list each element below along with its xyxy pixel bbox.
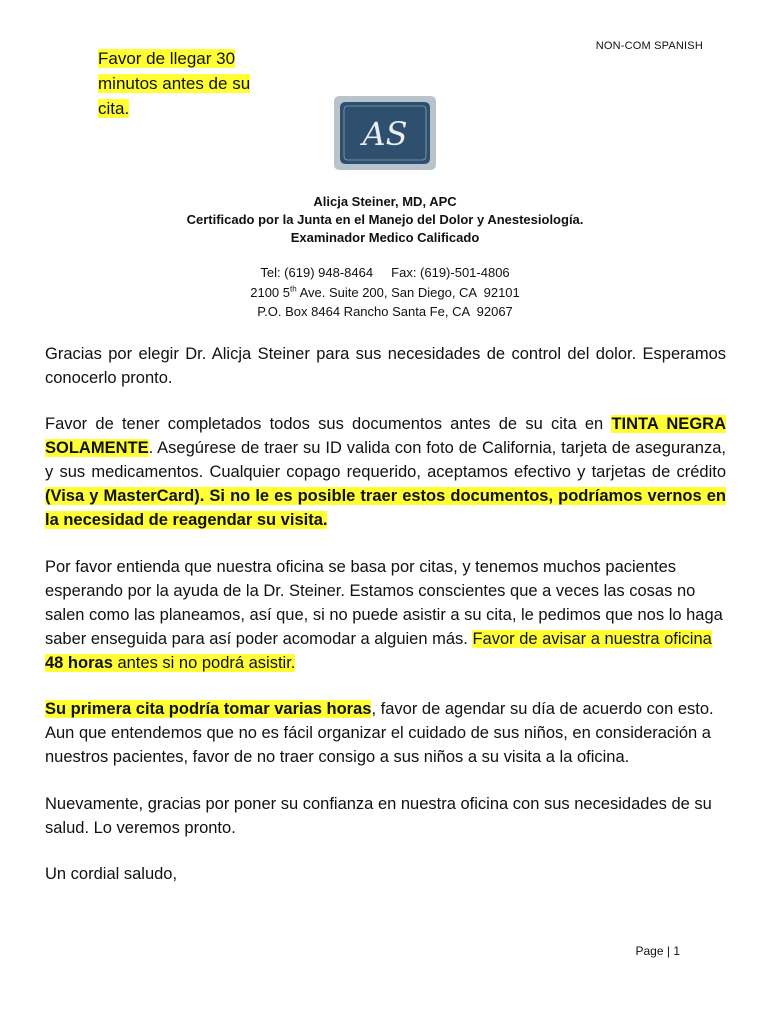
paragraph-closing: Nuevamente, gracias por poner su confianza en nuestra oficina con sus necesidades de su salud. Lo veremos pronto. [45, 795, 712, 837]
monogram-logo [332, 94, 438, 172]
paragraph-thanks: Gracias por elegir Dr. Alicja Steiner para sus necesidades de control del dolor. Esperamos conocerlo pronto. [45, 345, 726, 387]
p3-48-hours: 48 horas [45, 654, 113, 672]
arrival-note-text: Favor de llegar 30 minutos antes de su cita. [98, 49, 251, 118]
p2-text-a: Favor de tener completados todos sus documentos antes de su cita en [45, 415, 612, 433]
arrival-note [98, 46, 278, 121]
page-separator: | [666, 944, 670, 958]
p2-black-ink: TINTA NEGRA SOLAMENTE [45, 415, 726, 457]
paragraph-appointments [45, 555, 726, 675]
doctor-certification: Certificado por la Junta en el Manejo del Dolor y Anestesiología. [186, 212, 584, 227]
doctor-name: Alicja Steiner, MD, APC [313, 194, 457, 209]
paragraph-first-visit [45, 697, 726, 769]
page-number: 1 [673, 944, 680, 958]
page-footer [635, 944, 680, 958]
contact-address [0, 285, 770, 300]
p2-cards-warning: (Visa y MasterCard). Si no le es posible traer estos documentos, podríamos vernos en la necesidad de reagendar su visita. [45, 487, 726, 529]
p3-text-a: Por favor entienda que nuestra oficina se basa por citas, y tenemos muchos pacientes esperando por la ayuda de la Dr. Steiner. Estamos conscientes que a veces las cosas no salen como las planeamos, así que, si no puede asistir a su cita, le pedimos que nos lo haga saber enseguida para así poder acomodar a alguien más. [45, 558, 723, 648]
p4-text-b: , favor de agendar su día de acuerdo con esto. Aun que entendemos que no es fácil organizar el cuidado de sus niños, en consideración a nuestros pacientes, favor de no traer consigo a sus niños a su visita a la oficina. [45, 700, 714, 766]
address-part-2: Ave. Suite 200, San Diego, CA 92101 [296, 285, 520, 300]
p4-first-visit-hours: Su primera cita podría tomar varias horas [45, 700, 372, 718]
address-sup: th [290, 284, 297, 294]
po-box-text: P.O. Box 8464 Rancho Santa Fe, CA 92067 [257, 304, 513, 319]
logo-monogram: AS [362, 115, 408, 153]
paragraph-documents [45, 412, 726, 532]
document-label: NON-COM SPANISH [595, 40, 703, 52]
page-label: Page [635, 944, 664, 958]
address-part-1: 2100 5 [250, 285, 290, 300]
p2-text-c: . Asegúrese de traer su ID valida con foto de California, tarjeta de aseguranza, y sus medicamentos. Cualquier copago requerido, aceptamos efectivo y tarjetas de crédito [45, 439, 726, 481]
signoff: Un cordial saludo, [45, 865, 178, 883]
contact-po-box [0, 304, 770, 319]
doctor-examiner: Examinador Medico Calificado [290, 230, 480, 245]
p3-notice-b: antes si no podrá asistir. [112, 654, 296, 672]
contact-phone-fax [0, 265, 770, 280]
phone-fax-text: Tel: (619) 948-8464 Fax: (619)-501-4806 [260, 265, 510, 280]
p3-notice-a: Favor de avisar a nuestra oficina [472, 630, 712, 648]
